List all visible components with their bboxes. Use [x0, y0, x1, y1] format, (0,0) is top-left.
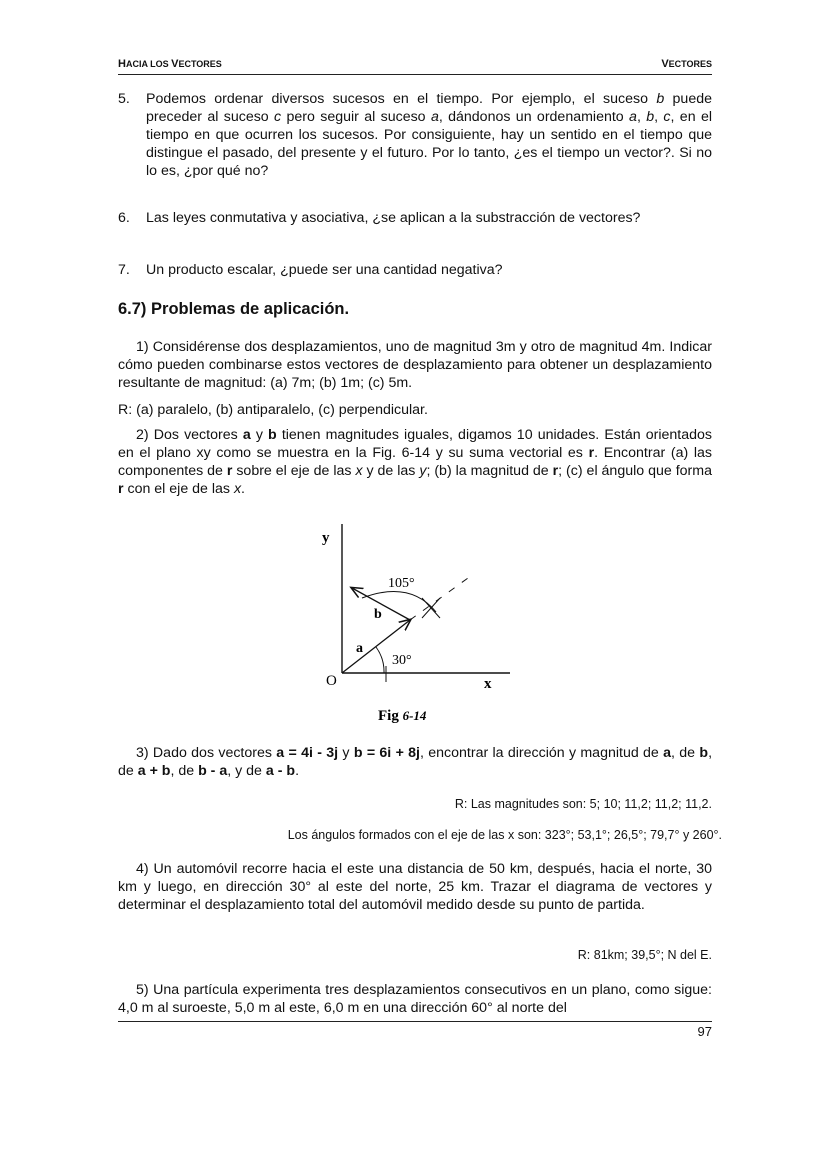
question-7-text: Un producto escalar, ¿puede ser una cantidad negativa?	[146, 262, 503, 278]
problem-3-answer-angles: Los ángulos formados con el eje de las x son: 323°; 53,1°; 26,5°; 79,7° y 260°.	[287, 828, 722, 842]
problem-1-answer: R: (a) paralelo, (b) antiparalelo, (c) perpendicular.	[118, 402, 428, 418]
figure-caption: Fig 6-14	[378, 708, 427, 724]
problem-5: 5) Una partícula experimenta tres desplazamientos consecutivos en un plano, como sigue: 4,0 m al suroeste, 5,0 m al este, 6,0 m en una dirección 60° al norte del	[118, 982, 712, 1016]
header-title-right: VECTORES	[661, 58, 712, 70]
problem-1: 1) Considérense dos desplazamientos, uno de magnitud 3m y otro de magnitud 4m. Indicar cómo pueden combinarse estos vectores de desplazamiento para obtener un desplazamiento resultante de magnitud: (a) 7m; (b) 1m; (c) 5m.	[118, 339, 712, 391]
section-title: 6.7) Problemas de aplicación.	[118, 300, 350, 318]
question-5: 5. Podemos ordenar diversos sucesos en el tiempo. Por ejemplo, el suceso b puede preceder al suceso c pero seguir al suceso a, dándonos un ordenamiento a, b, c, en el tiempo en que ocurren los sucesos. Por consiguiente, hay un sentido en el tiempo que distingue el pasado, del presente y el futuro. Por lo tanto, ¿es el tiempo un vector?. Si no lo es, ¿por qué no?	[118, 91, 712, 179]
question-6: 6. Las leyes conmutativa y asociativa, ¿se aplican a la substracción de vectores?	[118, 209, 712, 227]
figure-6-14	[300, 520, 520, 730]
angle-105-label: 105°	[388, 576, 415, 591]
problem-4: 4) Un automóvil recorre hacia el este una distancia de 50 km, después, hacia el norte, 30 km y luego, en dirección 30° al este del norte, 25 km. Trazar el diagrama de vectores y determinar el desplazamiento total del automóvil medido desde su punto de partida.	[118, 861, 712, 913]
running-header	[118, 56, 712, 75]
question-6-text: Las leyes conmutativa y asociativa, ¿se aplican a la substracción de vectores?	[146, 210, 641, 226]
vector-diagram	[300, 520, 520, 730]
arc-30	[376, 647, 384, 673]
page-number: 97	[697, 1024, 712, 1039]
vector-b-label: b	[374, 607, 382, 622]
problem-4-answer: R: 81km; 39,5°; N del E.	[577, 948, 712, 962]
question-5-text: Podemos ordenar diversos sucesos en el tiempo. Por ejemplo, el suceso b puede preceder al suceso c pero seguir al suceso a, dándonos un ordenamiento a, b, c, en el tiempo en que ocurren los sucesos. Por consiguiente, hay un sentido en el tiempo que distingue el pasado, del presente y el futuro. Por lo tanto, ¿es el tiempo un vector?. Si no lo es, ¿por qué no?	[146, 91, 712, 179]
origin-label: O	[326, 673, 337, 689]
x-axis-label: x	[484, 676, 492, 692]
page-footer	[118, 1021, 712, 1039]
vector-a-label: a	[356, 641, 363, 656]
problem-3-answer-magnitudes: R: Las magnitudes son: 5; 10; 11,2; 11,2; 11,2.	[454, 797, 712, 811]
question-7: 7. Un producto escalar, ¿puede ser una cantidad negativa?	[118, 261, 712, 279]
problem-2: 2) Dos vectores a y b tienen magnitudes iguales, digamos 10 unidades. Están orientados en el plano xy como se muestra en la Fig. 6-14 y su suma vectorial es r. Encontrar (a) las componentes de r sobre el eje de las x y de las y; (b) la magnitud de r; (c) el ángulo que forma r con el eje de las x.	[118, 427, 712, 497]
angle-30-label: 30°	[392, 653, 412, 668]
header-title-left: HACIA LOS VECTORES	[118, 58, 222, 70]
problem-3: 3) Dado dos vectores a = 4i - 3j y b = 6i + 8j, encontrar la dirección y magnitud de a, de b, de a + b, de b - a, y de a - b.	[118, 745, 713, 779]
y-axis-label: y	[322, 530, 330, 546]
